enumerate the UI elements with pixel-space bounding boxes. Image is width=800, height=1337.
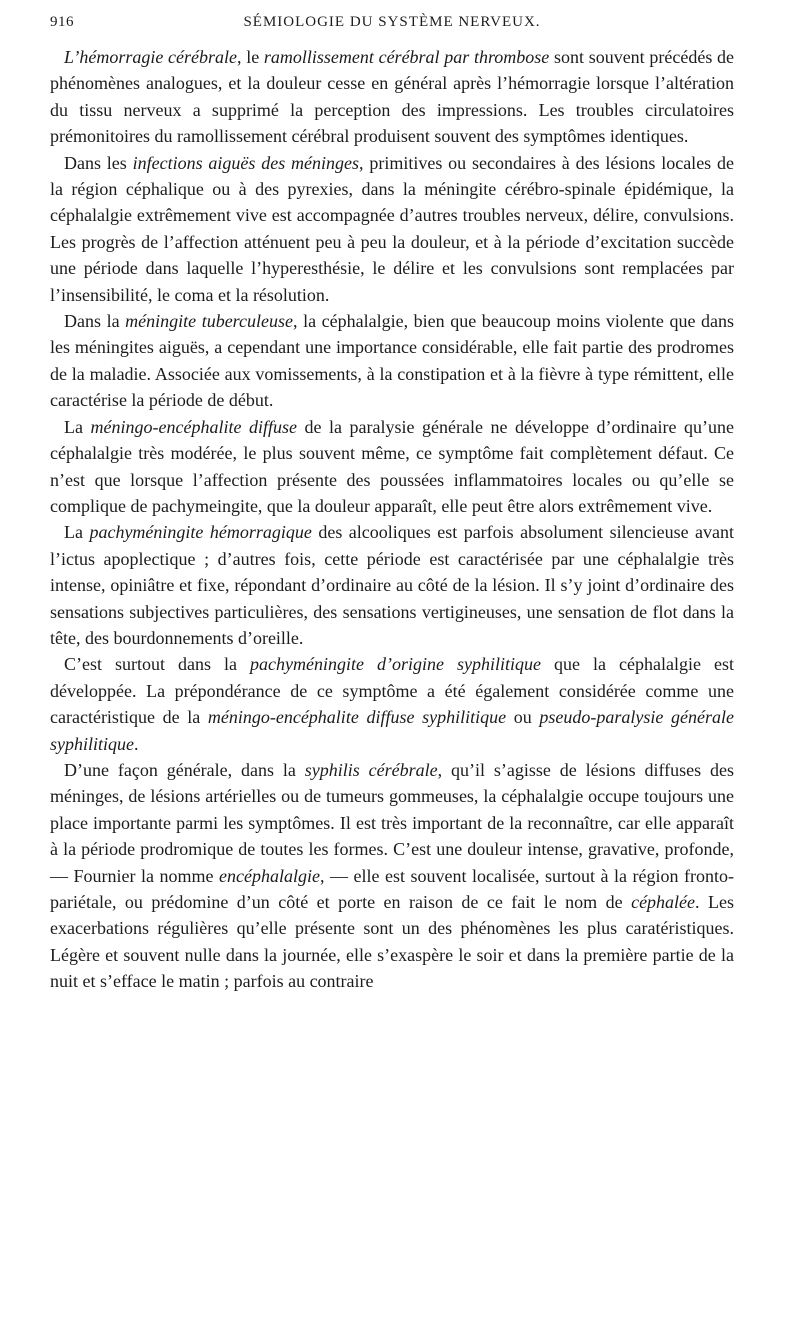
italic-term: infections aiguës des méninges xyxy=(132,152,360,173)
page-header xyxy=(50,14,734,44)
text-run: . Les exacerbations régulières qu’elle présente sont un des phénomènes les plus caratéristiques. Légère et souvent nulle dans la journée, elle s’exaspère le soir et dans la première partie de la nuit et s’efface le matin ; parfois au contraire xyxy=(50,892,734,992)
italic-term: méningo-encéphalite diffuse xyxy=(90,416,297,437)
paragraph xyxy=(50,150,734,308)
italic-term: pachyméningite hémorragique xyxy=(89,522,312,543)
paragraph xyxy=(50,44,734,150)
italic-term: ramollissement cérébral par thrombose xyxy=(263,47,550,67)
text-run: D’une façon générale, dans la xyxy=(64,759,305,780)
text-run: que la céphalalgie est développée. La prépondérance de ce symptôme a été également considérée comme une caractéristique de la xyxy=(50,654,734,728)
italic-term: méningite tuberculeuse xyxy=(125,311,293,332)
text-run: , primitives ou secondaires à des lésions locales de la région céphalique ou à des pyrexies, dans la méningite cérébro-spinale épidémique, la céphalalgie extrêmement vive est accompagnée d’autres troubles nerveux, délire, convulsions. Les progrès de l’affection atténuent peu à peu la douleur, et à la période d’excitation succède une période dans laquelle l’hyperesthésie, le délire et les convulsions sont remplacées par l’insensibilité, le coma et la résolution. xyxy=(50,152,734,305)
text-run: des alcooliques est parfois absolument silencieuse avant l’ictus apoplectique ; d’autres fois, cette période est caractérisée par une céphalalgie très intense, opiniâtre et fixe, répondant d’ordinaire au côté de la lésion. Il s’y joint d’ordinaire des sensations subjectives particulières, des sensations vertigineuses, une sensation de flot dans la tête, des bourdonnements d’oreille. xyxy=(50,522,735,648)
italic-term: syphilis cérébrale xyxy=(304,759,438,780)
text-run: Dans la xyxy=(64,311,126,332)
text-run: sont souvent précédés de phénomènes analogues, et la douleur cesse en général après l’hémorragie lorsque l’altération du tissu nerveux a supprimé la perception des impressions. Les troubles circulatoires prémonitoires du ramollissement cérébral produisent souvent des symptômes identiques. xyxy=(50,47,735,147)
text-run: La xyxy=(64,416,91,437)
text-run: , le xyxy=(237,47,264,67)
italic-term: céphalée xyxy=(631,892,696,912)
text-run: , — elle est souvent localisée, surtout à la région fronto-pariétale, ou prédomine d’un côté et porte en raison de ce fait le nom de xyxy=(50,865,734,912)
text-run: . xyxy=(134,733,139,754)
page-number: 916 xyxy=(50,14,74,30)
paragraph xyxy=(50,308,734,414)
text-run: Dans les xyxy=(64,152,133,173)
italic-term: pseudo-paralysie générale syphilitique xyxy=(50,707,734,754)
italic-term: pachyméningite d’origine syphilitique xyxy=(250,654,542,675)
paragraph xyxy=(50,651,734,757)
text-run: , qu’il s’agisse de lésions diffuses des méninges, de lésions artérielles ou de tumeurs gommeuses, la céphalalgie occupe toujours une place importante parmi les symptômes. Il est très important de la reconnaître, car elle apparaît à la période prodromique de toutes les formes. C’est une douleur intense, gravative, profonde, — Fournier la nomme xyxy=(50,759,734,886)
text-run: C’est surtout dans la xyxy=(64,654,251,675)
paragraph xyxy=(50,414,734,520)
italic-term: L’hémorragie cérébrale xyxy=(64,47,237,67)
text-run: , la céphalalgie, bien que beaucoup moins violente que dans les méningites aiguës, a cependant une importance considérable, elle fait partie des prodromes de la maladie. Associée aux vomissements, à la constipation et à la fièvre à type rémittent, elle caractérise la période de début. xyxy=(50,311,735,411)
italic-term: méningo-encéphalite diffuse syphilitique xyxy=(207,707,507,728)
text-run: ou xyxy=(506,707,540,728)
running-title: SÉMIOLOGIE DU SYSTÈME NERVEUX. xyxy=(243,14,541,30)
text-run: La xyxy=(64,522,90,543)
paragraph xyxy=(50,519,734,651)
italic-term: encéphalalgie xyxy=(219,865,320,886)
paragraph xyxy=(50,757,734,995)
text-run: de la paralysie générale ne développe d’ordinaire qu’une céphalalgie très modérée, le plus souvent même, ce symptôme fait complètement défaut. Ce n’est que lorsque l’affection présente des poussées inflammatoires locales ou qu’elle se complique de pachymeingite, que la douleur apparaît, elle peut être alors extrêmement vive. xyxy=(50,416,734,516)
book-page xyxy=(50,14,734,995)
body-text xyxy=(50,44,734,995)
